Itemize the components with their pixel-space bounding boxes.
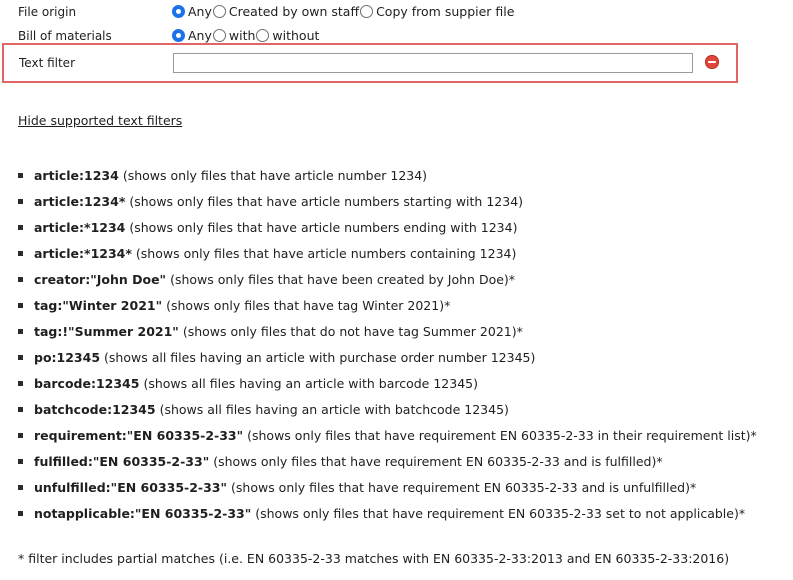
filter-key: article:1234*	[34, 193, 126, 209]
text-filter-highlight-box	[2, 43, 738, 83]
filter-key: barcode:12345	[34, 375, 140, 391]
filter-description: (shows only files that have article numbers ending with 1234)	[129, 219, 518, 235]
filter-key: article:*1234*	[34, 245, 132, 261]
list-item	[18, 292, 757, 318]
bullet-icon	[18, 485, 23, 490]
file-origin-option-supplier-label: Copy from suppier file	[376, 4, 515, 19]
filter-description: (shows only files that have article number 1234)	[122, 167, 428, 183]
text-filter-input[interactable]	[173, 53, 693, 73]
bill-of-materials-radio-group	[172, 28, 320, 43]
list-item	[18, 214, 757, 240]
radio-checked-icon[interactable]	[172, 29, 185, 42]
filter-key: article:1234	[34, 167, 119, 183]
file-origin-option-supplier[interactable]	[360, 4, 514, 19]
bullet-icon	[18, 381, 23, 386]
list-item	[18, 474, 757, 500]
filter-key: po:12345	[34, 349, 101, 365]
list-item	[18, 396, 757, 422]
file-origin-label: File origin	[18, 5, 77, 19]
clear-filter-icon[interactable]	[705, 55, 719, 69]
file-origin-radio-group	[172, 4, 515, 19]
filter-description: (shows only files that have tag Winter 2021)*	[166, 297, 451, 313]
file-origin-option-any-label: Any	[188, 4, 212, 19]
bom-option-any-label: Any	[188, 28, 212, 43]
filter-description: (shows only files that have article numbers starting with 1234)	[129, 193, 524, 209]
file-origin-option-any[interactable]	[172, 4, 212, 19]
bullet-icon	[18, 407, 23, 412]
filter-key: tag:!"Summer 2021"	[34, 323, 179, 339]
file-origin-option-own-staff-label: Created by own staff	[228, 4, 360, 19]
bom-option-without[interactable]	[256, 28, 319, 43]
bullet-icon	[18, 355, 23, 360]
filter-description: (shows only files that have requirement EN 60335-2-33 and is unfulfilled)*	[231, 479, 697, 495]
filter-description: (shows only files that do not have tag Summer 2021)*	[182, 323, 523, 339]
bom-option-any[interactable]	[172, 28, 212, 43]
text-filter-label: Text filter	[19, 56, 75, 70]
file-origin-option-own-staff[interactable]	[213, 4, 359, 19]
filter-description: (shows all files having an article with batchcode 12345)	[159, 401, 509, 417]
bom-option-without-label: without	[272, 28, 320, 43]
bullet-icon	[18, 199, 23, 204]
radio-unchecked-icon[interactable]	[360, 5, 373, 18]
filter-description: (shows only files that have article numbers containing 1234)	[135, 245, 517, 261]
list-item	[18, 344, 757, 370]
bill-of-materials-label: Bill of materials	[18, 29, 112, 43]
radio-unchecked-icon[interactable]	[213, 5, 226, 18]
list-item	[18, 162, 757, 188]
bullet-icon	[18, 433, 23, 438]
filter-description: (shows all files having an article with barcode 12345)	[143, 375, 478, 391]
list-item	[18, 318, 757, 344]
filter-description: (shows all files having an article with purchase order number 12345)	[104, 349, 536, 365]
filter-key: tag:"Winter 2021"	[34, 297, 163, 313]
list-item	[18, 266, 757, 292]
bullet-icon	[18, 329, 23, 334]
filter-key: fulfilled:"EN 60335-2-33"	[34, 453, 210, 469]
bullet-icon	[18, 173, 23, 178]
list-item	[18, 500, 757, 526]
bullet-icon	[18, 277, 23, 282]
list-item	[18, 240, 757, 266]
bom-option-with[interactable]	[213, 28, 256, 43]
partial-match-footnote: * filter includes partial matches (i.e. EN 60335-2-33 matches with EN 60335-2-33:2013 and EN 60335-2-33:2016)	[18, 551, 730, 566]
filter-description: (shows only files that have requirement EN 60335-2-33 in their requirement list)*	[247, 427, 757, 443]
bullet-icon	[18, 251, 23, 256]
bullet-icon	[18, 459, 23, 464]
file-origin-row	[0, 2, 793, 24]
bullet-icon	[18, 225, 23, 230]
filter-description: (shows only files that have been created by John Doe)*	[170, 271, 516, 287]
filter-key: batchcode:12345	[34, 401, 156, 417]
hide-supported-filters-link[interactable]: Hide supported text filters	[18, 113, 183, 128]
filter-key: article:*1234	[34, 219, 126, 235]
list-item	[18, 370, 757, 396]
bom-option-with-label: with	[228, 28, 256, 43]
filter-key: creator:"John Doe"	[34, 271, 167, 287]
filter-description: (shows only files that have requirement EN 60335-2-33 and is fulfilled)*	[213, 453, 663, 469]
list-item	[18, 422, 757, 448]
filter-key: unfulfilled:"EN 60335-2-33"	[34, 479, 228, 495]
filter-description: (shows only files that have requirement EN 60335-2-33 set to not applicable)*	[255, 505, 746, 521]
bullet-icon	[18, 511, 23, 516]
radio-unchecked-icon[interactable]	[213, 29, 226, 42]
list-item	[18, 448, 757, 474]
radio-checked-icon[interactable]	[172, 5, 185, 18]
supported-filters-list	[18, 162, 757, 526]
list-item	[18, 188, 757, 214]
bullet-icon	[18, 303, 23, 308]
filter-key: notapplicable:"EN 60335-2-33"	[34, 505, 252, 521]
radio-unchecked-icon[interactable]	[256, 29, 269, 42]
filter-key: requirement:"EN 60335-2-33"	[34, 427, 244, 443]
